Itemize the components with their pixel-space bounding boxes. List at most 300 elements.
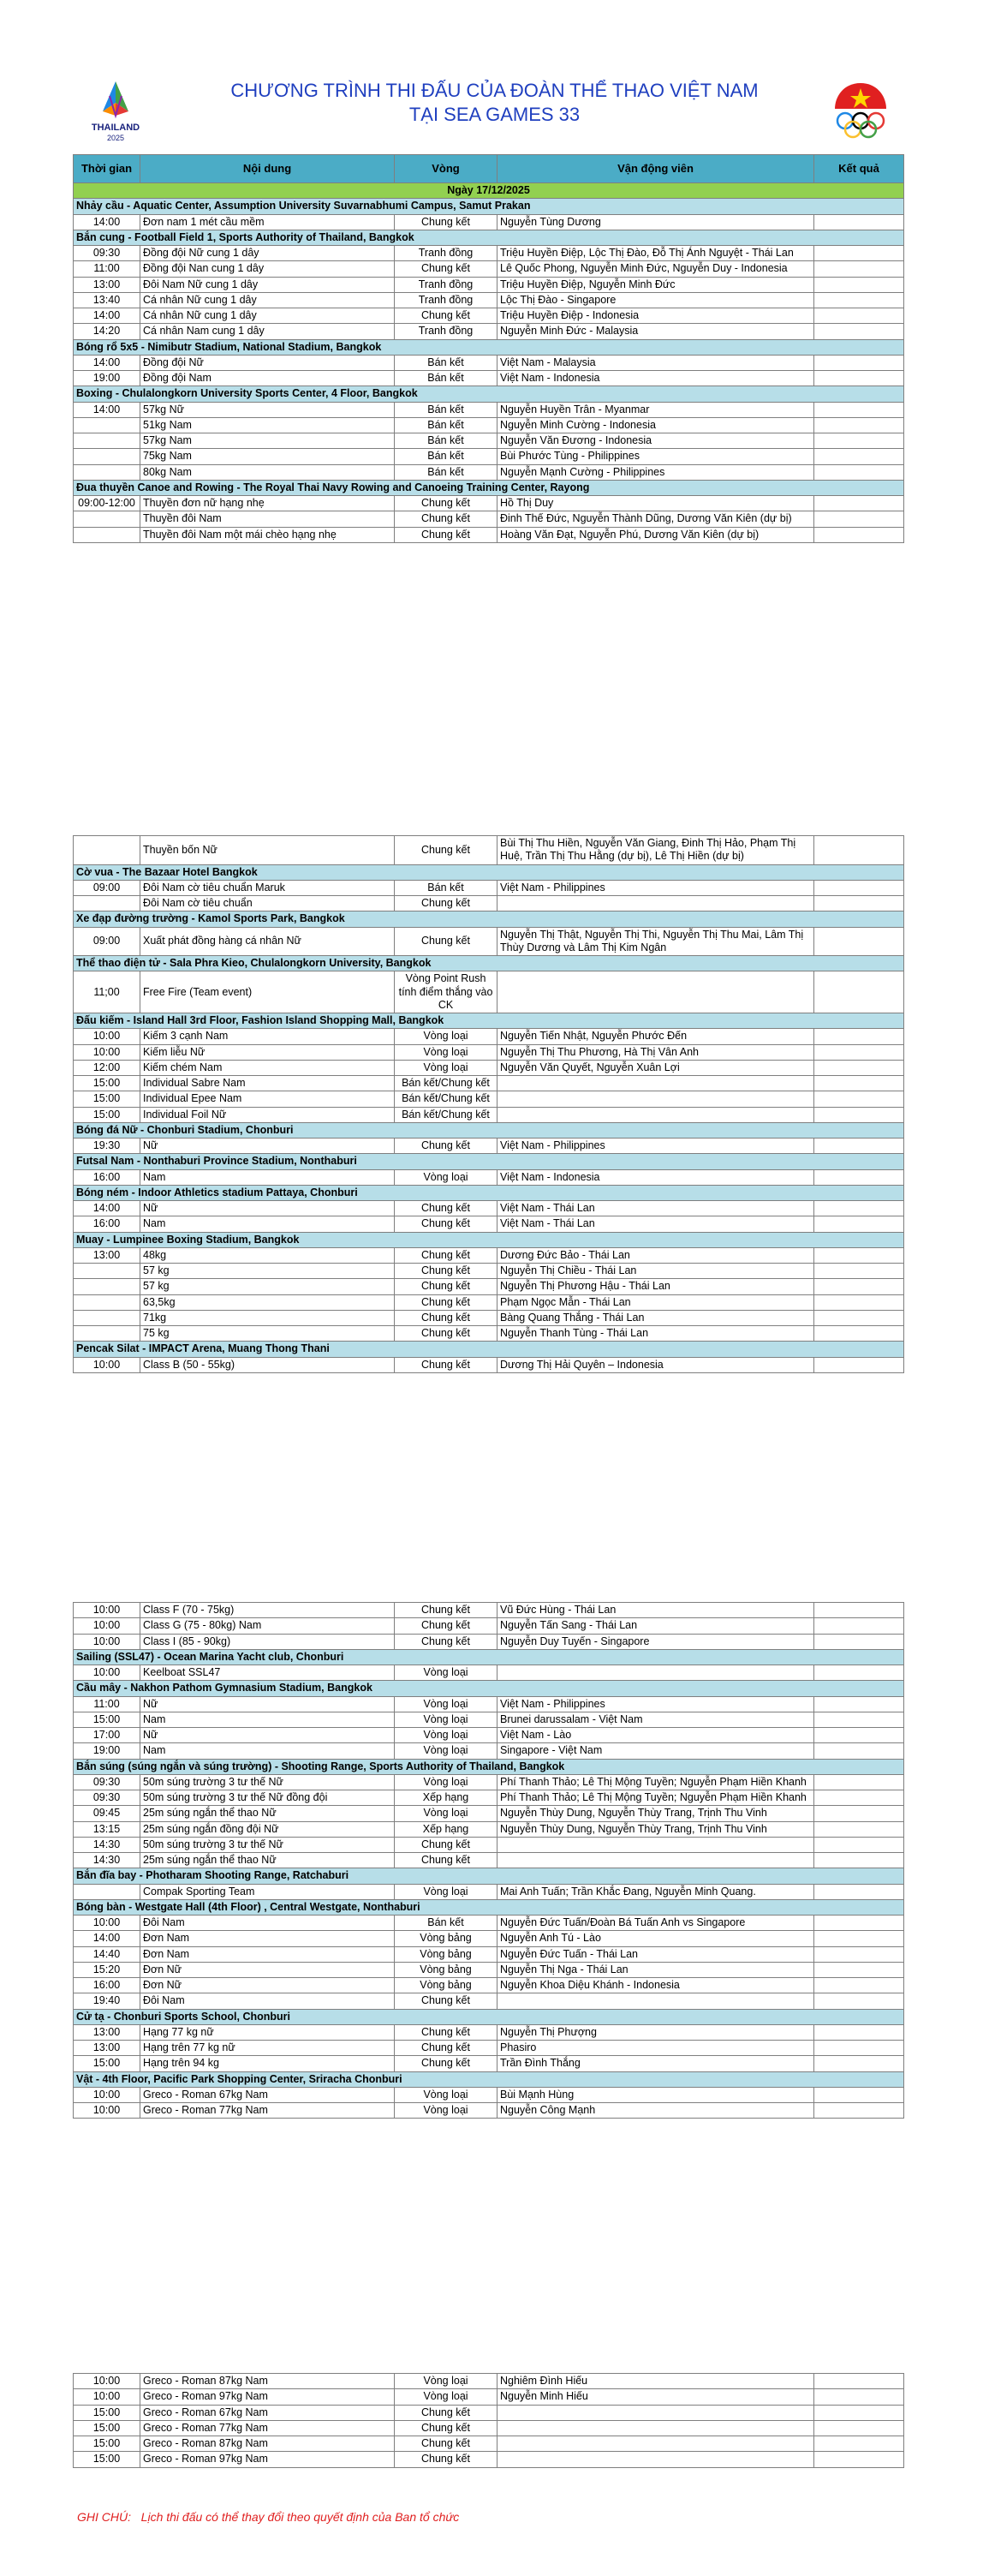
round-cell: Bán kết [395, 417, 497, 433]
time-cell: 09:00 [74, 927, 140, 956]
result-cell [814, 1247, 904, 1263]
result-cell [814, 1806, 904, 1821]
table-row [74, 277, 904, 292]
event-cell: Individual Sabre Nam [140, 1076, 395, 1091]
table-row [74, 1201, 904, 1216]
athletes-cell: Nguyễn Minh Cường - Indonesia [497, 417, 814, 433]
round-cell: Bán kết [395, 449, 497, 464]
time-cell: 14:20 [74, 324, 140, 339]
result-cell [814, 1916, 904, 1931]
event-cell: Đôi Nam [140, 1916, 395, 1931]
time-cell: 13:00 [74, 2041, 140, 2056]
athletes-cell: Nguyễn Tấn Sang - Thái Lan [497, 1618, 814, 1634]
result-cell [814, 2041, 904, 2056]
athletes-cell [497, 971, 814, 1013]
result-cell [814, 2405, 904, 2420]
table-row [74, 1853, 904, 1868]
event-cell: Individual Foil Nữ [140, 1107, 395, 1122]
table-row [74, 2452, 904, 2467]
round-cell: Tranh đồng [395, 324, 497, 339]
time-cell [74, 417, 140, 433]
venue-label: Đấu kiếm - Island Hall 3rd Floor, Fashion Island Shopping Mall, Bangkok [74, 1013, 904, 1029]
venue-row [74, 2009, 904, 2024]
table-row [74, 2420, 904, 2436]
event-cell: Đơn Nữ [140, 1978, 395, 1993]
venue-row [74, 1681, 904, 1696]
table-row [74, 449, 904, 464]
event-cell: Greco - Roman 67kg Nam [140, 2087, 395, 2102]
time-cell: 14:00 [74, 214, 140, 230]
result-cell [814, 2420, 904, 2436]
table-row [74, 2436, 904, 2452]
result-cell [814, 1743, 904, 1759]
result-cell [814, 1044, 904, 1060]
athletes-cell: Nguyễn Đức Tuấn - Thái Lan [497, 1946, 814, 1962]
athletes-cell [497, 1076, 814, 1091]
venue-label: Xe đạp đường trường - Kamol Sports Park, Bangkok [74, 911, 904, 927]
athletes-cell [497, 2420, 814, 2436]
event-cell: 75kg Nam [140, 449, 395, 464]
athletes-cell: Trần Đình Thắng [497, 2056, 814, 2071]
table-row [74, 1091, 904, 1107]
venue-row [74, 386, 904, 402]
venue-label: Muay - Lumpinee Boxing Stadium, Bangkok [74, 1232, 904, 1247]
table-row [74, 1916, 904, 1931]
round-cell: Vòng loại [395, 1044, 497, 1060]
result-cell [814, 433, 904, 449]
round-cell: Xếp hạng [395, 1821, 497, 1837]
venue-row [74, 1122, 904, 1138]
venue-label: Bóng rổ 5x5 - Nimibutr Stadium, National Stadium, Bangkok [74, 339, 904, 355]
result-cell [814, 1279, 904, 1294]
round-cell: Chung kết [395, 1310, 497, 1325]
time-cell: 10:00 [74, 1044, 140, 1060]
table-row [74, 371, 904, 386]
round-cell: Bán kết/Chung kết [395, 1076, 497, 1091]
athletes-cell [497, 1853, 814, 1868]
table-row [74, 1931, 904, 1946]
table-row [74, 2024, 904, 2040]
event-cell: Thuyền đôi Nam [140, 511, 395, 527]
athletes-cell: Triệu Huyền Điệp, Lộc Thị Đào, Đỗ Thị Ánh Nguyệt - Thái Lan [497, 246, 814, 261]
table-row [74, 1357, 904, 1372]
venue-row [74, 956, 904, 971]
round-cell: Vòng loại [395, 2103, 497, 2119]
col-athletes-header: Vận động viên [497, 155, 814, 183]
athletes-cell: Nguyễn Minh Đức - Malaysia [497, 324, 814, 339]
event-cell: 50m súng trường 3 tư thế Nữ [140, 1774, 395, 1790]
result-cell [814, 1884, 904, 1899]
athletes-cell: Mai Anh Tuấn; Trần Khắc Đang, Nguyễn Minh Quang. [497, 1884, 814, 1899]
athletes-cell: Nguyễn Thị Chiều - Thái Lan [497, 1264, 814, 1279]
table-row [74, 1076, 904, 1091]
athletes-cell: Nguyễn Anh Tú - Lào [497, 1931, 814, 1946]
athletes-cell: Việt Nam - Indonesia [497, 1169, 814, 1185]
result-cell [814, 2103, 904, 2119]
result-cell [814, 1618, 904, 1634]
event-cell: Đồng đội Nam [140, 371, 395, 386]
round-cell: Bán kết [395, 402, 497, 417]
time-cell: 09:00 [74, 880, 140, 895]
result-cell [814, 402, 904, 417]
result-cell [814, 1603, 904, 1618]
event-cell: 25m súng ngắn thể thao Nữ [140, 1853, 395, 1868]
table-row [74, 1790, 904, 1806]
venue-label: Bắn súng (súng ngắn và súng trường) - Shooting Range, Sports Authority of Thailand, Bangkok [74, 1759, 904, 1774]
event-cell: Đơn nam 1 mét cầu mềm [140, 214, 395, 230]
result-cell [814, 1978, 904, 1993]
result-cell [814, 1029, 904, 1044]
time-cell: 15:20 [74, 1962, 140, 1977]
athletes-cell: Nguyễn Huyền Trân - Myanmar [497, 402, 814, 417]
athletes-cell: Nguyễn Công Mạnh [497, 2103, 814, 2119]
round-cell: Chung kết [395, 2041, 497, 2056]
table-row [74, 1712, 904, 1727]
athletes-cell: Nguyễn Thanh Tùng - Thái Lan [497, 1326, 814, 1342]
time-cell: 09:45 [74, 1806, 140, 1821]
venue-label: Cử tạ - Chonburi Sports School, Chonburi [74, 2009, 904, 2024]
table-row [74, 1264, 904, 1279]
venue-label: Bóng đá Nữ - Chonburi Stadium, Chonburi [74, 1122, 904, 1138]
result-cell [814, 1946, 904, 1962]
time-cell: 19:00 [74, 1743, 140, 1759]
col-result-header: Kết quả [814, 155, 904, 183]
result-cell [814, 971, 904, 1013]
table-row [74, 2103, 904, 2119]
venue-label: Pencak Silat - IMPACT Arena, Muang Thong Thani [74, 1342, 904, 1357]
round-cell: Chung kết [395, 1139, 497, 1154]
venue-label: Futsal Nam - Nonthaburi Province Stadium, Nonthaburi [74, 1154, 904, 1169]
schedule-table [73, 154, 904, 543]
time-cell: 10:00 [74, 1665, 140, 1681]
athletes-cell: Phí Thanh Thảo; Lê Thị Mộng Tuyền; Nguyễn Phạm Hiền Khanh [497, 1790, 814, 1806]
round-cell: Chung kết [395, 2405, 497, 2420]
event-cell: Nữ [140, 1201, 395, 1216]
athletes-cell [497, 2436, 814, 2452]
athletes-cell: Phí Thanh Thảo; Lê Thị Mộng Tuyền; Nguyễn Phạm Hiền Khanh [497, 1774, 814, 1790]
time-cell: 14:30 [74, 1837, 140, 1852]
time-cell: 10:00 [74, 2389, 140, 2405]
time-cell: 15:00 [74, 2405, 140, 2420]
table-row [74, 1884, 904, 1899]
athletes-cell: Việt Nam - Malaysia [497, 355, 814, 370]
result-cell [814, 371, 904, 386]
athletes-cell: Hồ Thị Duy [497, 496, 814, 511]
result-cell [814, 2374, 904, 2389]
event-cell: 63,5kg [140, 1294, 395, 1310]
event-cell: Nam [140, 1216, 395, 1232]
venue-row [74, 1899, 904, 1915]
result-cell [814, 2389, 904, 2405]
athletes-cell: Bùi Thị Thu Hiền, Nguyễn Văn Giang, Đinh Thị Hảo, Phạm Thị Huệ, Trần Thị Thu Hằng (dự bị), Lê Thị Hiền (dự bị) [497, 836, 814, 865]
athletes-cell: Nguyễn Đức Tuấn/Đoàn Bá Tuấn Anh vs Singapore [497, 1916, 814, 1931]
round-cell: Vòng loại [395, 1743, 497, 1759]
time-cell: 14:00 [74, 1201, 140, 1216]
athletes-cell: Việt Nam - Philippines [497, 1139, 814, 1154]
event-cell: Hạng trên 77 kg nữ [140, 2041, 395, 2056]
table-row [74, 464, 904, 480]
round-cell: Vòng loại [395, 1696, 497, 1712]
time-cell: 19:00 [74, 371, 140, 386]
table-row [74, 496, 904, 511]
athletes-cell: Việt Nam - Thái Lan [497, 1201, 814, 1216]
time-cell: 19:40 [74, 1993, 140, 2009]
table-row [74, 1603, 904, 1618]
table-row [74, 1728, 904, 1743]
time-cell: 09:00-12:00 [74, 496, 140, 511]
time-cell: 11;00 [74, 971, 140, 1013]
time-cell: 11:00 [74, 261, 140, 277]
round-cell: Vòng loại [395, 1665, 497, 1681]
athletes-cell: Lê Quốc Phong, Nguyễn Minh Đức, Nguyễn Duy - Indonesia [497, 261, 814, 277]
round-cell: Vòng loại [395, 1029, 497, 1044]
round-cell: Bán kết [395, 433, 497, 449]
table-header-row [74, 155, 904, 183]
table-row [74, 1139, 904, 1154]
time-cell: 15:00 [74, 1107, 140, 1122]
round-cell: Bán kết/Chung kết [395, 1091, 497, 1107]
round-cell: Bán kết [395, 1916, 497, 1931]
table-row [74, 1962, 904, 1977]
venue-label: Thể thao điện tử - Sala Phra Kieo, Chulalongkorn University, Bangkok [74, 956, 904, 971]
table-row [74, 2389, 904, 2405]
table-row [74, 246, 904, 261]
result-cell [814, 1837, 904, 1852]
athletes-cell: Triệu Huyền Điệp - Indonesia [497, 308, 814, 324]
athletes-cell: Bùi Mạnh Hùng [497, 2087, 814, 2102]
result-cell [814, 1310, 904, 1325]
time-cell: 10:00 [74, 1634, 140, 1649]
athletes-cell: Nguyễn Thị Thật, Nguyễn Thị Thi, Nguyễn Thị Thu Mai, Lâm Thị Thùy Dương và Lâm Thị Kim Ngân [497, 927, 814, 956]
event-cell: Class F (70 - 75kg) [140, 1603, 395, 1618]
round-cell: Chung kết [395, 1618, 497, 1634]
col-time-header: Thời gian [74, 155, 140, 183]
result-cell [814, 880, 904, 895]
event-cell: Free Fire (Team event) [140, 971, 395, 1013]
table-row [74, 971, 904, 1013]
time-cell: 10:00 [74, 1603, 140, 1618]
venue-row [74, 1154, 904, 1169]
time-cell: 13:00 [74, 1247, 140, 1263]
event-cell: Đồng đội Nan cung 1 dây [140, 261, 395, 277]
event-cell: 71kg [140, 1310, 395, 1325]
round-cell: Vòng loại [395, 1806, 497, 1821]
athletes-cell: Nguyễn Tiến Nhật, Nguyễn Phước Đến [497, 1029, 814, 1044]
event-cell: Đôi Nam Nữ cung 1 dây [140, 277, 395, 292]
round-cell: Bán kết [395, 464, 497, 480]
round-cell: Chung kết [395, 2420, 497, 2436]
event-cell: Thuyền đôi Nam một mái chèo hạng nhẹ [140, 527, 395, 542]
athletes-cell: Phasiro [497, 2041, 814, 2056]
round-cell: Bán kết/Chung kết [395, 1107, 497, 1122]
event-cell: Class B (50 - 55kg) [140, 1357, 395, 1372]
round-cell: Vòng loại [395, 1728, 497, 1743]
event-cell: 48kg [140, 1247, 395, 1263]
document-header [0, 0, 989, 154]
round-cell: Vòng loại [395, 1060, 497, 1075]
athletes-cell: Nguyễn Minh Hiếu [497, 2389, 814, 2405]
result-cell [814, 2024, 904, 2040]
athletes-cell: Vũ Đức Hùng - Thái Lan [497, 1603, 814, 1618]
time-cell: 14:00 [74, 308, 140, 324]
event-cell: Keelboat SSL47 [140, 1665, 395, 1681]
event-cell: Đôi Nam cờ tiêu chuẩn [140, 896, 395, 911]
athletes-cell: Dương Thị Hải Quyên – Indonesia [497, 1357, 814, 1372]
round-cell: Tranh đồng [395, 277, 497, 292]
schedule-table [73, 2373, 904, 2468]
athletes-cell: Nguyễn Thùy Dung, Nguyễn Thùy Trang, Trịnh Thu Vinh [497, 1821, 814, 1837]
event-cell: Class I (85 - 90kg) [140, 1634, 395, 1649]
event-cell: Greco - Roman 77kg Nam [140, 2103, 395, 2119]
round-cell: Chung kết [395, 2452, 497, 2467]
result-cell [814, 308, 904, 324]
athletes-cell: Bàng Quang Thắng - Thái Lan [497, 1310, 814, 1325]
table-row [74, 1060, 904, 1075]
athletes-cell: Nguyễn Thị Phượng [497, 2024, 814, 2040]
round-cell: Chung kết [395, 1634, 497, 1649]
athletes-cell: Việt Nam - Thái Lan [497, 1216, 814, 1232]
venue-row [74, 1232, 904, 1247]
time-cell [74, 1884, 140, 1899]
time-cell: 15:00 [74, 1076, 140, 1091]
round-cell: Chung kết [395, 1357, 497, 1372]
round-cell: Tranh đồng [395, 292, 497, 308]
round-cell: Vòng loại [395, 2087, 497, 2102]
result-cell [814, 2452, 904, 2467]
table-row [74, 1044, 904, 1060]
result-cell [814, 1201, 904, 1216]
event-cell: Greco - Roman 87kg Nam [140, 2374, 395, 2389]
time-cell: 13:00 [74, 2024, 140, 2040]
table-row [74, 1696, 904, 1712]
result-cell [814, 261, 904, 277]
table-row [74, 1946, 904, 1962]
result-cell [814, 1790, 904, 1806]
time-cell: 14:00 [74, 1931, 140, 1946]
table-row [74, 1774, 904, 1790]
round-cell: Chung kết [395, 496, 497, 511]
time-cell [74, 511, 140, 527]
event-cell: Đôi Nam [140, 1993, 395, 2009]
result-cell [814, 927, 904, 956]
time-cell [74, 433, 140, 449]
athletes-cell [497, 1993, 814, 2009]
venue-row [74, 2071, 904, 2087]
table-row [74, 1634, 904, 1649]
result-cell [814, 1962, 904, 1977]
result-cell [814, 1712, 904, 1727]
note-text: Lịch thi đấu có thể thay đổi theo quyết định của Ban tổ chức [140, 2510, 460, 2524]
footnote [77, 2510, 459, 2524]
athletes-cell: Singapore - Việt Nam [497, 1743, 814, 1759]
event-cell: Thuyền bốn Nữ [140, 836, 395, 865]
athletes-cell: Nguyễn Văn Quyết, Nguyễn Xuân Lợi [497, 1060, 814, 1075]
event-cell: 57kg Nam [140, 433, 395, 449]
athletes-cell: Nguyễn Khoa Diệu Khánh - Indonesia [497, 1978, 814, 1993]
table-row [74, 261, 904, 277]
venue-label: Bóng bàn - Westgate Hall (4th Floor) , Central Westgate, Nonthaburi [74, 1899, 904, 1915]
round-cell: Chung kết [395, 2436, 497, 2452]
athletes-cell: Nguyễn Văn Đương - Indonesia [497, 433, 814, 449]
result-cell [814, 496, 904, 511]
athletes-cell: Việt Nam - Lào [497, 1728, 814, 1743]
event-cell: 57 kg [140, 1264, 395, 1279]
venue-row [74, 339, 904, 355]
table-row [74, 1618, 904, 1634]
time-cell: 16:00 [74, 1216, 140, 1232]
time-cell: 10:00 [74, 1029, 140, 1044]
time-cell [74, 896, 140, 911]
table-row [74, 1837, 904, 1852]
athletes-cell: Việt Nam - Philippines [497, 880, 814, 895]
athletes-cell: Nguyễn Thị Thu Phương, Hà Thị Vân Anh [497, 1044, 814, 1060]
round-cell: Bán kết [395, 880, 497, 895]
venue-row [74, 1013, 904, 1029]
round-cell: Chung kết [395, 214, 497, 230]
round-cell: Chung kết [395, 836, 497, 865]
athletes-cell [497, 2452, 814, 2467]
athletes-cell: Lộc Thị Đào - Singapore [497, 292, 814, 308]
time-cell: 15:00 [74, 2436, 140, 2452]
venue-row [74, 1649, 904, 1665]
event-cell: Hạng 77 kg nữ [140, 2024, 395, 2040]
time-cell: 15:00 [74, 1712, 140, 1727]
round-cell: Vòng loại [395, 1712, 497, 1727]
date-label: Ngày 17/12/2025 [74, 183, 904, 199]
athletes-cell: Nguyễn Duy Tuyến - Singapore [497, 1634, 814, 1649]
result-cell [814, 1294, 904, 1310]
result-cell [814, 836, 904, 865]
event-cell: 57 kg [140, 1279, 395, 1294]
table-row [74, 1029, 904, 1044]
event-cell: Compak Sporting Team [140, 1884, 395, 1899]
table-row [74, 1743, 904, 1759]
result-cell [814, 511, 904, 527]
athletes-cell: Nghiêm Đình Hiếu [497, 2374, 814, 2389]
venue-label: Cờ vua - The Bazaar Hotel Bangkok [74, 864, 904, 880]
result-cell [814, 1931, 904, 1946]
venue-label: Sailing (SSL47) - Ocean Marina Yacht club, Chonburi [74, 1649, 904, 1665]
note-label: GHI CHÚ: [77, 2510, 131, 2524]
time-cell [74, 449, 140, 464]
result-cell [814, 1060, 904, 1075]
result-cell [814, 1993, 904, 2009]
event-cell: Nam [140, 1712, 395, 1727]
time-cell: 10:00 [74, 2087, 140, 2102]
round-cell: Vòng loại [395, 1169, 497, 1185]
result-cell [814, 2056, 904, 2071]
time-cell [74, 1310, 140, 1325]
event-cell: Kiếm liễu Nữ [140, 1044, 395, 1060]
time-cell: 09:30 [74, 246, 140, 261]
athletes-cell [497, 2405, 814, 2420]
result-cell [814, 214, 904, 230]
time-cell: 14:40 [74, 1946, 140, 1962]
result-cell [814, 1728, 904, 1743]
event-cell: Kiếm 3 cạnh Nam [140, 1029, 395, 1044]
result-cell [814, 1853, 904, 1868]
schedule-table [73, 1602, 904, 2119]
time-cell [74, 464, 140, 480]
athletes-cell [497, 1091, 814, 1107]
time-cell: 10:00 [74, 2374, 140, 2389]
time-cell [74, 527, 140, 542]
venue-label: Bóng ném - Indoor Athletics stadium Pattaya, Chonburi [74, 1185, 904, 1200]
title-line-1: CHƯƠNG TRÌNH THI ĐẤU CỦA ĐOÀN THỂ THAO VIỆT NAM [230, 80, 759, 101]
venue-row [74, 1868, 904, 1884]
round-cell: Bán kết [395, 355, 497, 370]
athletes-cell: Nguyễn Thùy Dung, Nguyễn Thùy Trang, Trịnh Thu Vinh [497, 1806, 814, 1821]
